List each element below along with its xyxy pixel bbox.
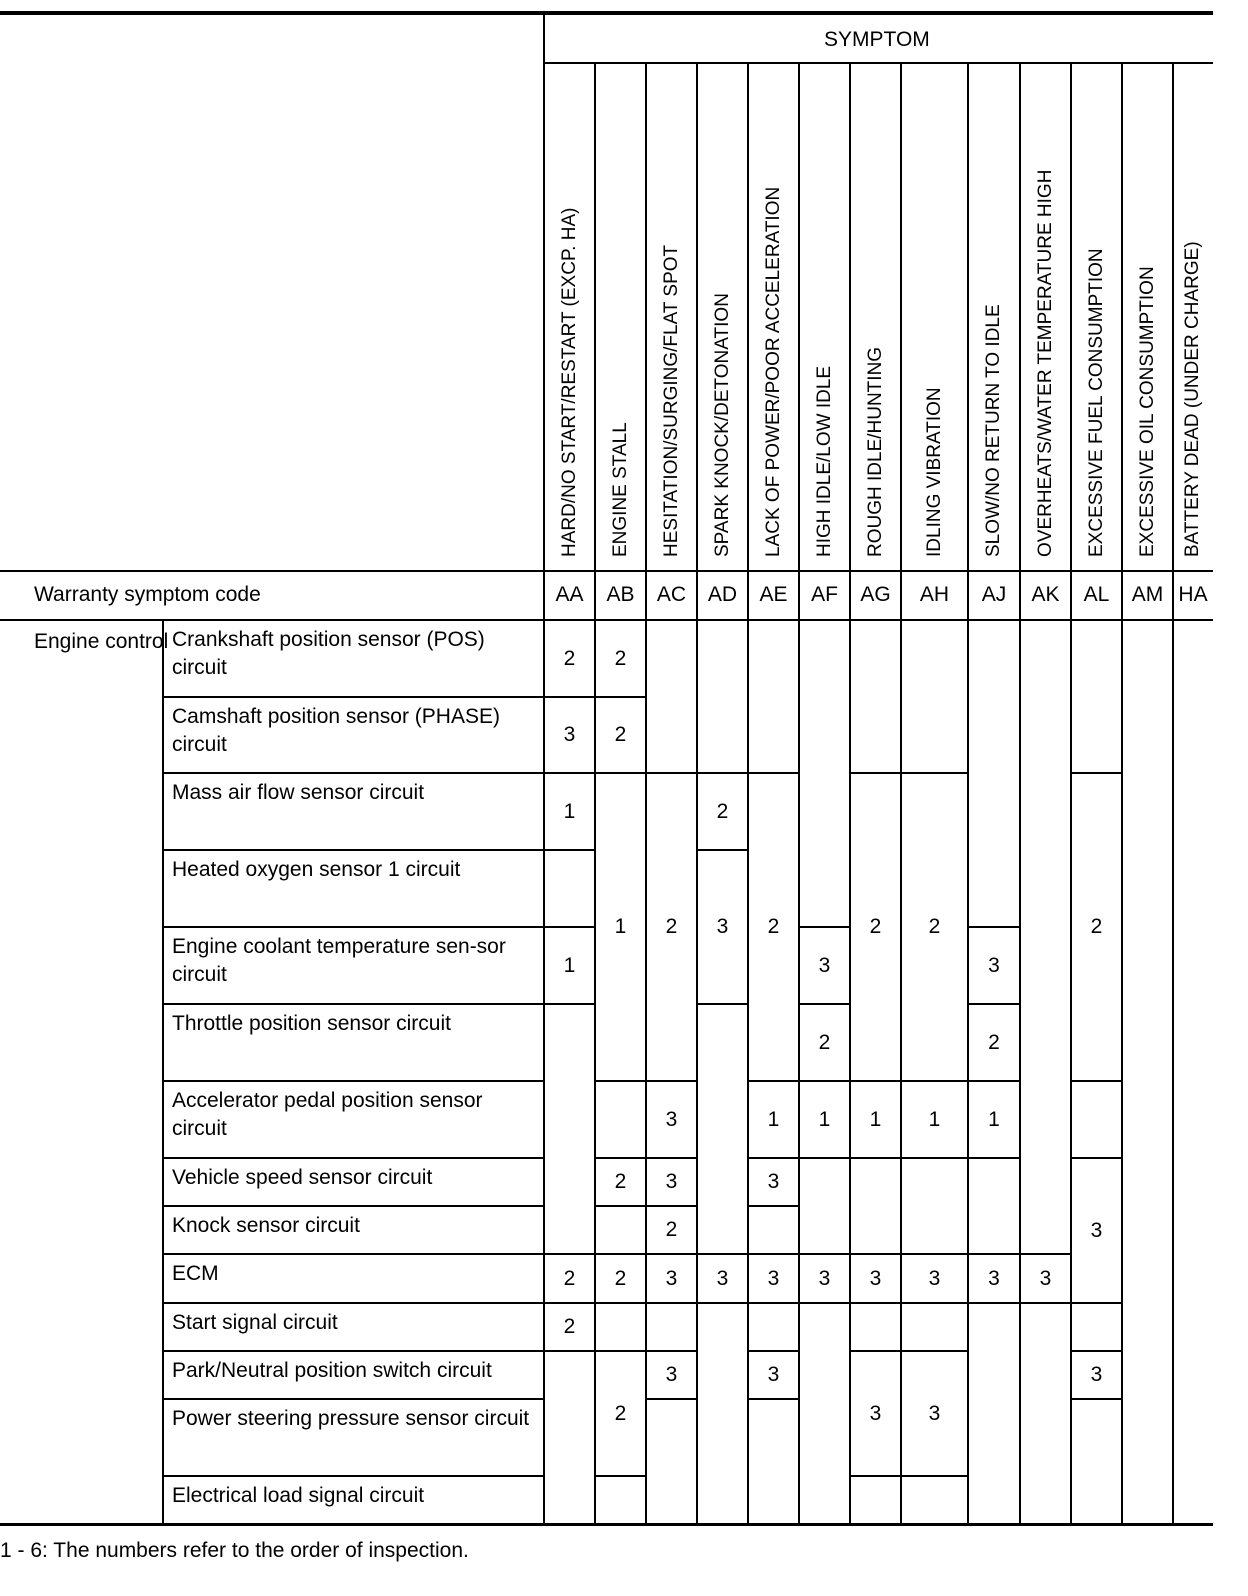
symptom-column-title: IDLING VIBRATION bbox=[923, 387, 945, 557]
grid-line-h bbox=[595, 1302, 646, 1304]
inspection-order-value: 1 bbox=[928, 1107, 941, 1131]
grid-line-h bbox=[850, 1157, 901, 1159]
grid-line-h bbox=[748, 1205, 799, 1207]
symptom-column-title: EXCESSIVE OIL CONSUMPTION bbox=[1136, 266, 1158, 557]
grid-line-v bbox=[543, 13, 545, 1524]
grid-line-v bbox=[696, 63, 698, 1524]
inspection-order-value: 3 bbox=[869, 1266, 882, 1290]
grid-line-v bbox=[1172, 63, 1174, 1524]
grid-line-h bbox=[646, 1350, 697, 1352]
grid-line-h bbox=[748, 1398, 799, 1400]
grid-line-h bbox=[595, 1253, 646, 1255]
grid-line-h bbox=[646, 1302, 697, 1304]
grid-line-h bbox=[850, 1350, 901, 1352]
grid-line-h bbox=[799, 1302, 850, 1304]
grid-line-v bbox=[594, 63, 596, 1524]
grid-line-h bbox=[595, 772, 646, 774]
inspection-order-value: 3 bbox=[665, 1170, 678, 1193]
grid-line-h bbox=[968, 1157, 1020, 1159]
grid-line-h bbox=[0, 11, 1213, 15]
symptom-column-title: LACK OF POWER/POOR ACCELERATION bbox=[762, 186, 784, 557]
row-label: Camshaft position sensor (PHASE) circuit bbox=[172, 705, 500, 756]
grid-line-h bbox=[850, 1253, 901, 1255]
inspection-order-value: 3 bbox=[818, 953, 831, 977]
inspection-order-value: 2 bbox=[716, 799, 729, 823]
row-label: Power steering pressure sensor circuit bbox=[172, 1407, 530, 1430]
grid-line-h bbox=[595, 1157, 646, 1159]
row-label: Accelerator pedal position sensor circuit bbox=[172, 1089, 483, 1140]
symptom-column-title: SPARK KNOCK/DETONATION bbox=[711, 293, 733, 557]
grid-line-h bbox=[901, 1157, 968, 1159]
grid-line-h bbox=[850, 772, 901, 774]
inspection-order-value: 2 bbox=[928, 915, 941, 938]
inspection-order-value: 3 bbox=[1090, 1218, 1103, 1242]
inspection-order-value: 2 bbox=[869, 915, 882, 938]
grid-line-h bbox=[1071, 1350, 1122, 1352]
inspection-order-value: 3 bbox=[1090, 1363, 1103, 1386]
inspection-order-value: 1 bbox=[614, 915, 627, 938]
inspection-order-value: 1 bbox=[563, 953, 576, 977]
grid-line-h bbox=[646, 1398, 697, 1400]
row-label: Electrical load signal circuit bbox=[172, 1484, 425, 1507]
inspection-order-value: 2 bbox=[563, 646, 576, 670]
grid-line-v bbox=[900, 63, 902, 1524]
grid-line-h bbox=[646, 1253, 697, 1255]
engine-control-group-label: Engine control bbox=[34, 630, 169, 653]
grid-line-h bbox=[901, 1253, 968, 1255]
grid-line-h bbox=[544, 1350, 595, 1352]
inspection-order-value: 1 bbox=[563, 799, 576, 823]
symptom-column-title: EXCESSIVE FUEL CONSUMPTION bbox=[1085, 248, 1107, 557]
grid-line-h bbox=[799, 1253, 850, 1255]
grid-line-h bbox=[544, 696, 595, 698]
grid-line-h bbox=[968, 1003, 1020, 1005]
row-label: Park/Neutral position switch circuit bbox=[172, 1359, 492, 1382]
grid-line-h bbox=[901, 1302, 968, 1304]
inspection-order-value: 1 bbox=[869, 1107, 882, 1131]
grid-line-h bbox=[697, 1302, 748, 1304]
grid-line-h bbox=[697, 772, 748, 774]
inspection-order-value: 2 bbox=[614, 1401, 627, 1425]
grid-line-h bbox=[0, 619, 1213, 621]
grid-line-h bbox=[0, 1523, 1213, 1526]
symptom-column-title: SLOW/NO RETURN TO IDLE bbox=[983, 304, 1004, 557]
row-label: Crankshaft position sensor (POS) circuit bbox=[172, 628, 485, 679]
row-label: Vehicle speed sensor circuit bbox=[172, 1166, 433, 1189]
grid-line-h bbox=[850, 1080, 901, 1082]
symptom-column-title: HIGH IDLE/LOW IDLE bbox=[813, 365, 835, 557]
grid-line-h bbox=[901, 1080, 968, 1082]
inspection-order-value: 3 bbox=[988, 1266, 1000, 1290]
warranty-code: AF bbox=[811, 583, 838, 606]
grid-line-h bbox=[544, 1302, 595, 1304]
grid-line-h bbox=[163, 849, 544, 851]
grid-line-h bbox=[163, 1003, 544, 1005]
grid-line-h bbox=[646, 1157, 697, 1159]
grid-line-h bbox=[163, 1398, 544, 1400]
grid-line-h bbox=[901, 1350, 968, 1352]
inspection-order-value: 3 bbox=[818, 1266, 831, 1290]
grid-line-h bbox=[595, 1350, 646, 1352]
inspection-order-value: 3 bbox=[767, 1266, 780, 1290]
inspection-order-value: 3 bbox=[665, 1363, 678, 1386]
grid-line-h bbox=[901, 772, 968, 774]
grid-line-h bbox=[748, 1302, 799, 1304]
grid-line-h bbox=[544, 772, 595, 774]
symptom-header: SYMPTOM bbox=[824, 28, 930, 51]
grid-line-h bbox=[646, 772, 697, 774]
inspection-order-value: 2 bbox=[614, 1266, 627, 1290]
inspection-order-value: 1 bbox=[767, 1107, 780, 1131]
grid-line-h bbox=[163, 1205, 544, 1207]
warranty-code: AJ bbox=[981, 583, 1007, 606]
warranty-code: AA bbox=[555, 583, 584, 606]
grid-line-h bbox=[901, 1475, 968, 1477]
grid-line-h bbox=[163, 1253, 544, 1255]
grid-line-h bbox=[646, 1205, 697, 1207]
row-label: Start signal circuit bbox=[172, 1311, 338, 1334]
grid-line-h bbox=[163, 696, 544, 698]
grid-line-h bbox=[163, 1302, 544, 1304]
inspection-order-value: 3 bbox=[767, 1170, 780, 1193]
grid-line-h bbox=[748, 1157, 799, 1159]
grid-line-v bbox=[1070, 63, 1072, 1524]
grid-line-h bbox=[163, 926, 544, 928]
grid-line-h bbox=[1071, 1157, 1122, 1159]
symptom-column-title: BATTERY DEAD (UNDER CHARGE) bbox=[1182, 241, 1203, 557]
grid-line-v bbox=[1019, 63, 1021, 1524]
inspection-order-value: 2 bbox=[665, 1218, 678, 1241]
grid-line-h bbox=[1020, 1253, 1071, 1255]
inspection-order-value: 2 bbox=[563, 1315, 576, 1338]
grid-line-h bbox=[799, 1157, 850, 1159]
inspection-order-value: 3 bbox=[928, 1401, 941, 1425]
inspection-order-value: 2 bbox=[767, 915, 780, 938]
inspection-order-value: 1 bbox=[988, 1107, 1000, 1131]
grid-line-h bbox=[595, 1080, 646, 1082]
grid-line-h bbox=[163, 772, 544, 774]
warranty-code: HA bbox=[1178, 583, 1208, 606]
row-label: Heated oxygen sensor 1 circuit bbox=[172, 858, 461, 881]
grid-line-h bbox=[163, 1475, 544, 1477]
grid-line-h bbox=[799, 926, 850, 928]
grid-line-h bbox=[595, 1475, 646, 1477]
inspection-order-value: 3 bbox=[665, 1107, 678, 1131]
warranty-code: AH bbox=[919, 583, 950, 606]
grid-line-h bbox=[544, 849, 595, 851]
grid-line-v bbox=[1121, 63, 1123, 1524]
row-label: ECM bbox=[172, 1262, 219, 1285]
inspection-order-value: 1 bbox=[818, 1107, 831, 1131]
inspection-order-value: 2 bbox=[563, 1266, 576, 1290]
inspection-order-value: 2 bbox=[614, 646, 627, 670]
grid-line-h bbox=[163, 1350, 544, 1352]
footnote: 1 - 6: The numbers refer to the order of inspection. bbox=[0, 1539, 469, 1562]
grid-line-h bbox=[748, 1080, 799, 1082]
grid-line-h bbox=[544, 926, 595, 928]
inspection-order-value: 3 bbox=[988, 953, 1000, 977]
grid-line-h bbox=[0, 570, 1213, 572]
grid-line-h bbox=[748, 1350, 799, 1352]
grid-line-h bbox=[697, 1003, 748, 1005]
warranty-code: AG bbox=[860, 583, 891, 606]
inspection-order-value: 2 bbox=[614, 723, 627, 746]
row-label: Engine coolant temperature sen-sor circuit bbox=[172, 935, 506, 986]
grid-line-h bbox=[1020, 1302, 1071, 1304]
inspection-order-value: 3 bbox=[928, 1266, 941, 1290]
grid-line-v bbox=[162, 620, 164, 1524]
symptom-column-title: ROUGH IDLE/HUNTING bbox=[864, 346, 886, 557]
row-label: Throttle position sensor circuit bbox=[172, 1012, 451, 1035]
inspection-order-value: 3 bbox=[869, 1401, 882, 1425]
grid-line-h bbox=[968, 926, 1020, 928]
grid-line-h bbox=[748, 1253, 799, 1255]
grid-line-h bbox=[968, 1253, 1020, 1255]
grid-line-h bbox=[968, 1302, 1020, 1304]
warranty-code: AB bbox=[606, 583, 635, 606]
grid-line-v bbox=[747, 63, 749, 1524]
inspection-order-value: 3 bbox=[716, 915, 729, 938]
inspection-order-value: 3 bbox=[665, 1266, 678, 1290]
grid-line-h bbox=[163, 1080, 544, 1082]
inspection-order-value: 3 bbox=[767, 1363, 780, 1386]
grid-line-h bbox=[850, 1475, 901, 1477]
grid-line-h bbox=[697, 1253, 748, 1255]
grid-line-h bbox=[799, 1003, 850, 1005]
symptom-column-title: HARD/NO START/RESTART (EXCP. HA) bbox=[558, 207, 580, 557]
warranty-code: AC bbox=[656, 583, 687, 606]
grid-line-v bbox=[798, 63, 800, 1524]
grid-line-h bbox=[697, 849, 748, 851]
grid-line-h bbox=[968, 1080, 1020, 1082]
inspection-order-value: 2 bbox=[614, 1170, 627, 1193]
inspection-order-value: 2 bbox=[818, 1030, 831, 1054]
grid-line-v bbox=[967, 63, 969, 1524]
grid-line-h bbox=[163, 1157, 544, 1159]
grid-line-h bbox=[799, 1080, 850, 1082]
inspection-order-value: 2 bbox=[665, 915, 678, 938]
grid-line-h bbox=[850, 1302, 901, 1304]
grid-line-h bbox=[646, 1080, 697, 1082]
grid-line-h bbox=[1071, 1398, 1122, 1400]
grid-line-h bbox=[595, 1205, 646, 1207]
grid-line-v bbox=[849, 63, 851, 1524]
grid-line-h bbox=[1071, 772, 1122, 774]
symptom-column-title: OVERHEATS/WATER TEMPERATURE HIGH bbox=[1034, 169, 1056, 557]
grid-line-h bbox=[1071, 1080, 1122, 1082]
grid-line-v bbox=[645, 63, 647, 1524]
grid-line-h bbox=[595, 696, 646, 698]
inspection-order-value: 3 bbox=[1039, 1266, 1052, 1290]
inspection-order-value: 3 bbox=[563, 723, 576, 746]
row-label: Mass air flow sensor circuit bbox=[172, 781, 425, 804]
warranty-code: AD bbox=[707, 583, 738, 606]
warranty-code: AK bbox=[1031, 583, 1060, 606]
symptom-column-title: HESITATION/SURGING/FLAT SPOT bbox=[660, 244, 682, 557]
grid-line-h bbox=[1071, 1302, 1122, 1304]
symptom-column-title: ENGINE STALL bbox=[609, 422, 631, 557]
row-label: Knock sensor circuit bbox=[172, 1214, 360, 1237]
grid-line-h bbox=[748, 772, 799, 774]
warranty-code: AL bbox=[1083, 583, 1110, 606]
warranty-code: AE bbox=[759, 583, 788, 606]
warranty-code: AM bbox=[1131, 583, 1164, 606]
inspection-order-value: 3 bbox=[716, 1266, 729, 1290]
grid-line-h bbox=[544, 1003, 595, 1005]
grid-line-h bbox=[544, 1253, 595, 1255]
inspection-order-value: 2 bbox=[1090, 915, 1103, 938]
warranty-symptom-code-label: Warranty symptom code bbox=[34, 583, 261, 606]
inspection-order-value: 2 bbox=[988, 1030, 1000, 1054]
